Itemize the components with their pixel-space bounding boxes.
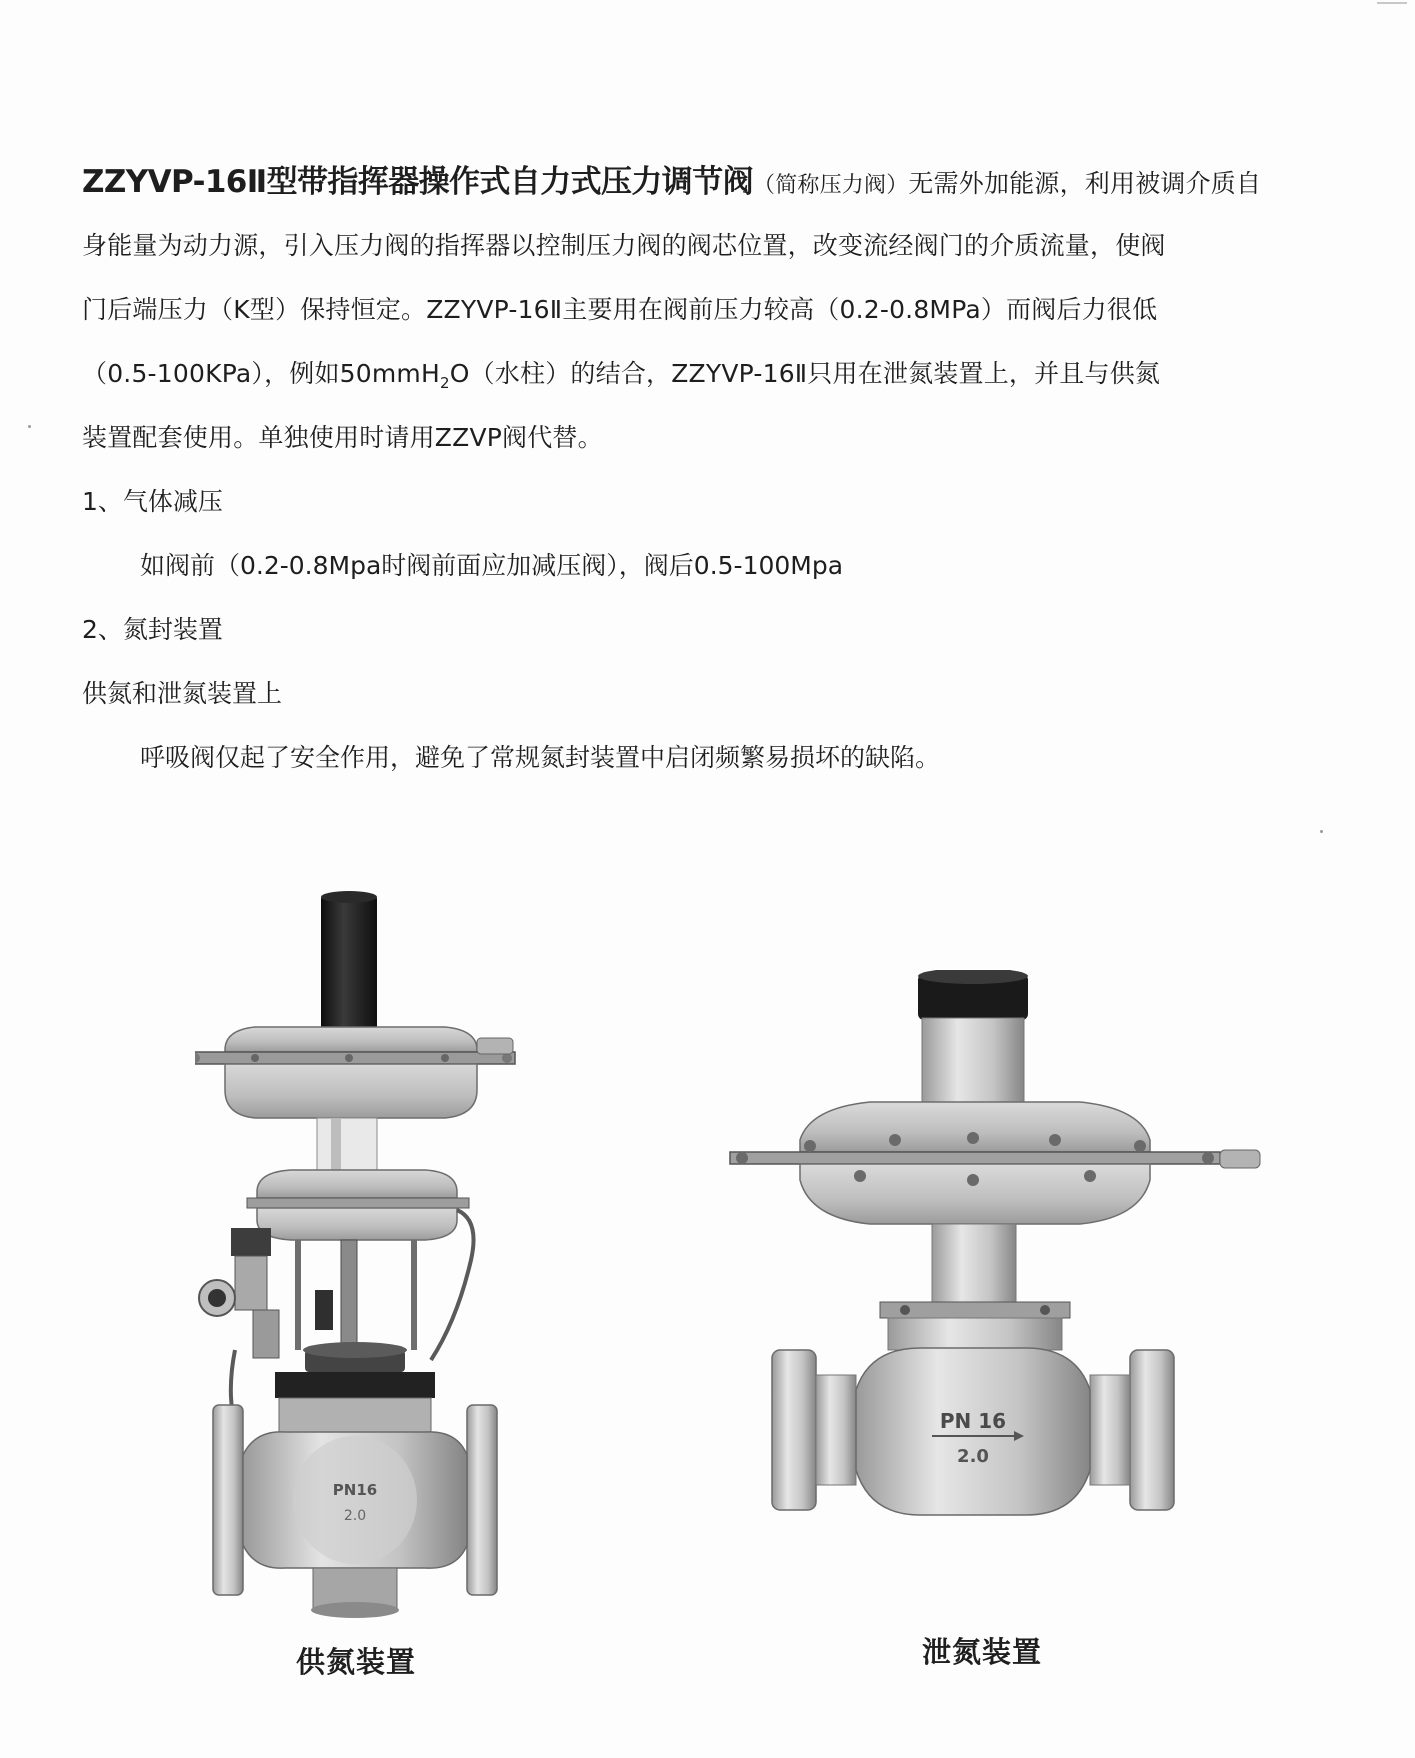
paragraph-line-1-rest: 无需外加能源，利用被调介质自 bbox=[908, 169, 1262, 198]
section-2-subheading: 供氮和泄氮装置上 bbox=[82, 679, 283, 708]
nitrogen-discharge-valve-image bbox=[720, 970, 1280, 1560]
right-body-marking-2: 2.0 bbox=[957, 1446, 989, 1467]
paragraph-line-5: 装置配套使用。单独使用时请用ZZVP阀代替。 bbox=[82, 423, 603, 452]
nitrogen-supply-valve-image bbox=[195, 880, 535, 1640]
description-text bbox=[82, 150, 1337, 790]
water-subscript: 2 bbox=[439, 374, 450, 392]
section-1-heading: 1、气体减压 bbox=[82, 487, 223, 516]
figure-caption-nitrogen-discharge: 泄氮装置 bbox=[922, 1635, 1043, 1669]
paragraph-line-2: 身能量为动力源，引入压力阀的指挥器以控制压力阀的阀芯位置，改变流经阀门的介质流量，使阀 bbox=[82, 231, 1166, 260]
right-body-marking-1: PN 16 bbox=[939, 1409, 1007, 1433]
section-1-body: 如阀前（0.2-0.8Mpa时阀前面应加减压阀），阀后0.5-100Mpa bbox=[140, 551, 844, 580]
paragraph-line-1 bbox=[82, 150, 1337, 214]
scan-corner-mark bbox=[1377, 2, 1407, 4]
paragraph-line-4 bbox=[82, 342, 1337, 406]
scan-speck bbox=[1320, 830, 1323, 833]
paragraph-line-4-b: O（水柱）的结合，ZZYVP-16Ⅱ只用在泄氮装置上，并且与供氮 bbox=[449, 359, 1161, 388]
scan-speck bbox=[28, 425, 31, 428]
paragraph-line-4-a: （0.5-100KPa），例如50mmH bbox=[82, 359, 440, 388]
paragraph-line-3: 门后端压力（K型）保持恒定。ZZYVP-16Ⅱ主要用在阀前压力较高（0.2-0.8MPa）而阀后力很低 bbox=[82, 295, 1158, 324]
product-title: ZZYVP-16Ⅱ型带指挥器操作式自力式压力调节阀 bbox=[82, 164, 753, 200]
section-2-body: 呼吸阀仅起了安全作用，避免了常规氮封装置中启闭频繁易损坏的缺陷。 bbox=[140, 743, 941, 772]
left-body-marking-1: PN16 bbox=[332, 1481, 378, 1499]
product-alias: （简称压力阀） bbox=[753, 173, 909, 198]
section-2-heading: 2、氮封装置 bbox=[82, 615, 223, 644]
left-body-marking-2: 2.0 bbox=[343, 1508, 367, 1524]
figure-caption-nitrogen-supply: 供氮装置 bbox=[296, 1645, 417, 1679]
